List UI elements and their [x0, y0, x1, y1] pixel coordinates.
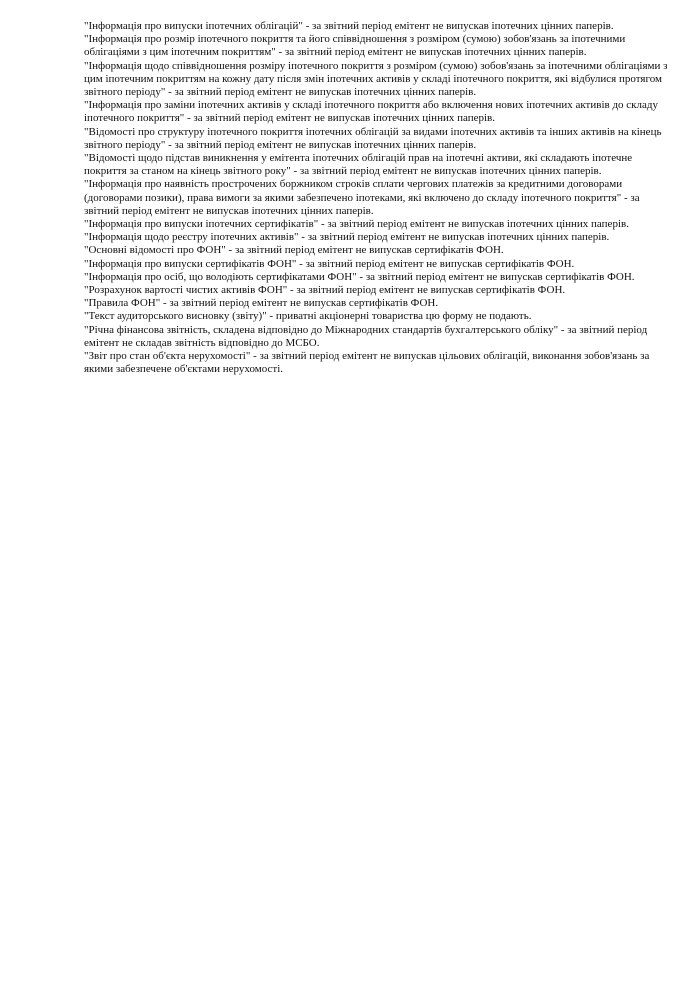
- paragraph-asset-rights-grounds: "Відомості щодо підстав виникнення у емітента іпотечних облігацій прав на іпотечні активи, які складають іпотечне покриття за станом на кінець звітного року" - за звітний період емітент не випускав іпотечних цінних паперів.: [84, 152, 633, 178]
- paragraph-audit-report-text: "Текст аудиторського висновку (звіту)" - приватні акціонерні товариства цю форму не подають.: [84, 310, 532, 323]
- paragraph-coverage-ratio-changes: "Інформація щодо співвідношення розміру іпотечного покриття з розміром (сумою) зобов'язань за іпотечними облігаціями з цим іпотечним покриттям на кожну дату після змін іпотечних активів у складі іпотечного покриття, які відбулися протягом звітного періоду" - за звітний період емітент не випускав іпотечних цінних паперів.: [84, 59, 668, 99]
- paragraph-ifrs-financial-statements: "Річна фінансова звітність, складена відповідно до Міжнародних стандартів бухгалтерського обліку" - за звітний період емітент не складав звітність відповідно до МСБО.: [84, 323, 648, 349]
- paragraph-mortgage-asset-registry: "Інформація щодо реєстру іпотечних активів" - за звітний період емітент не випускав іпотечних цінних паперів.: [84, 231, 610, 244]
- paragraph-mortgage-certificate-issues: "Інформація про випуски іпотечних сертифікатів" - за звітний період емітент не випускав іпотечних цінних паперів.: [84, 218, 629, 231]
- paragraph-mortgage-asset-replacement: "Інформація про заміни іпотечних активів у складі іпотечного покриття або включення нових іпотечних активів до складу іпотечного покриття" - за звітний період емітент не випускав іпотечних цінних паперів.: [84, 99, 658, 125]
- paragraph-mortgage-bond-issues: "Інформація про випуски іпотечних облігацій" - за звітний період емітент не випускав іпотечних цінних паперів.: [84, 20, 614, 32]
- paragraph-fon-certificate-holders: "Інформація про осіб, що володіють сертифікатами ФОН" - за звітний період емітент не випускав сертифікатів ФОН.: [84, 270, 635, 283]
- paragraph-fon-basic-info: "Основні відомості про ФОН" - за звітний період емітент не випускав сертифікатів ФОН.: [84, 244, 504, 257]
- paragraph-fon-certificate-issues: "Інформація про випуски сертифікатів ФОН" - за звітний період емітент не випускав сертифікатів ФОН.: [84, 257, 575, 270]
- paragraph-overdue-payments: "Інформація про наявність прострочених боржником строків сплати чергових платежів за кредитними договорами (договорами позики), права вимоги за якими забезпечено іпотеками, які включено до складу іпотечного покриття" - за звітний період емітент не випускав іпотечних цінних паперів.: [84, 178, 640, 217]
- paragraph-fon-rules: "Правила ФОН" - за звітний період емітент не випускав сертифікатів ФОН.: [84, 297, 439, 310]
- paragraph-coverage-structure: "Відомості про структуру іпотечного покриття іпотечних облігацій за видами іпотечних активів та інших активів на кінець звітного періоду" - за звітний період емітент не випускав іпотечних цінних паперів.: [84, 125, 662, 151]
- paragraph-mortgage-coverage-size: "Інформація про розмір іпотечного покриття та його співвідношення з розміром (сумою) зобов'язань за іпотечними облігаціями з цим іпотечним покриттям" - за звітний період емітент не випускав іпотечних цінних паперів.: [84, 33, 626, 59]
- paragraph-fon-net-asset-value: "Розрахунок вартості чистих активів ФОН" - за звітний період емітент не випускав сертифікатів ФОН.: [84, 284, 566, 297]
- paragraph-real-estate-report: "Звіт про стан об'єкта нерухомості" - за звітний період емітент не випускав цільових облігацій, виконання зобов'язань за якими забезпечене об'єктами нерухомості.: [84, 350, 650, 376]
- document-page: [84, 20, 674, 376]
